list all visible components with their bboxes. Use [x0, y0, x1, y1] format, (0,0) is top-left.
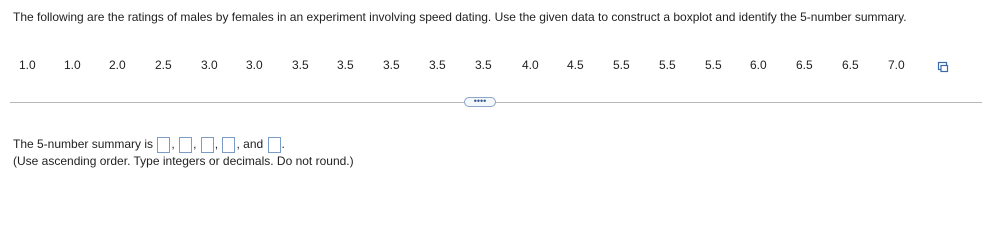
answer-box-q3[interactable]: [222, 137, 235, 153]
data-value: 3.5: [429, 58, 446, 72]
data-value: 3.0: [201, 58, 218, 72]
data-value: 3.5: [475, 58, 492, 72]
comma: ,: [236, 137, 240, 151]
data-value: 3.0: [246, 58, 263, 72]
summary-and: and: [243, 137, 264, 151]
data-value: 7.0: [888, 58, 905, 72]
data-value: 6.5: [842, 58, 859, 72]
data-value: 4.0: [522, 58, 539, 72]
data-values-row: [19, 58, 919, 74]
data-value: 2.5: [155, 58, 172, 72]
answer-box-min[interactable]: [157, 137, 170, 153]
data-value: 5.5: [613, 58, 630, 72]
summary-prefix: The 5-number summary is: [13, 137, 154, 151]
data-value: 1.0: [19, 58, 36, 72]
data-value: 5.5: [705, 58, 722, 72]
data-value: 3.5: [337, 58, 354, 72]
more-ellipsis-button[interactable]: ••••: [464, 97, 496, 107]
answer-box-median[interactable]: [201, 137, 214, 153]
comma: ,: [193, 137, 197, 151]
answer-box-max[interactable]: [268, 137, 281, 153]
question-text: The following are the ratings of males by females in an experiment involving speed dating. Use the given data to construct a boxplot and identify the 5-number summary.: [13, 10, 907, 24]
data-value: 6.5: [796, 58, 813, 72]
answer-instruction: (Use ascending order. Type integers or decimals. Do not round.): [13, 154, 354, 168]
data-value: 3.5: [292, 58, 309, 72]
data-value: 2.0: [109, 58, 126, 72]
copy-data-icon-svg: [937, 61, 949, 73]
comma: ,: [214, 137, 219, 151]
data-value: 6.0: [750, 58, 767, 72]
copy-data-icon[interactable]: [937, 60, 949, 72]
data-value: 5.5: [659, 58, 676, 72]
period: .: [281, 137, 285, 151]
answer-box-q1[interactable]: [179, 137, 192, 153]
data-value: 4.5: [567, 58, 584, 72]
data-value: 1.0: [64, 58, 81, 72]
data-value: 3.5: [383, 58, 400, 72]
section-divider: [10, 102, 982, 103]
comma: ,: [171, 137, 175, 151]
five-number-summary: [13, 135, 285, 153]
